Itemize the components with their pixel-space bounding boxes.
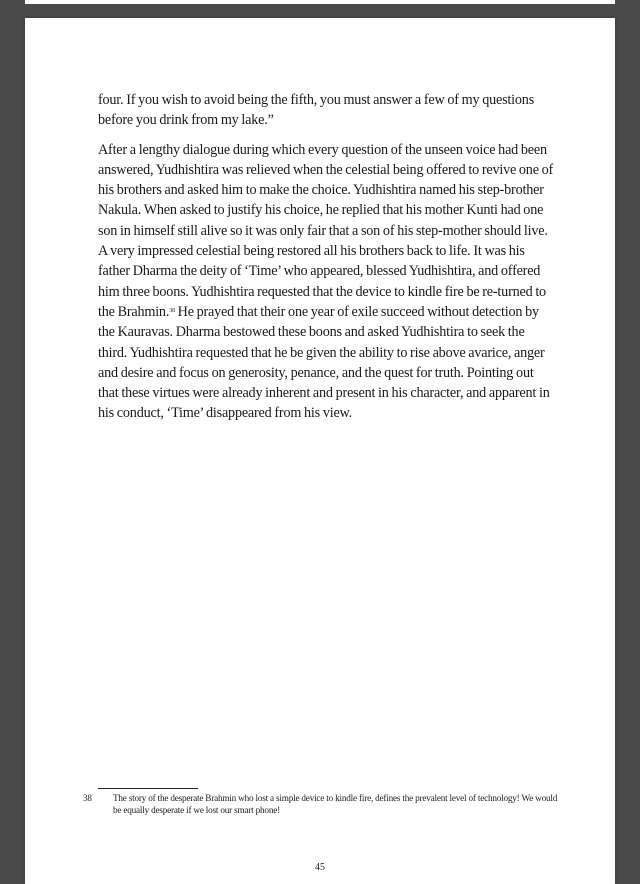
paragraph-2-continuation: He prayed that their one year of exile succeed without detection by the Kauravas. Dharma bestowed these boons and asked Yudhishtira to seek the third. Yudhishtira requested that he be given the ability to rise above avarice, anger and desire and focus on generosity, penance, and the quest for truth. Pointing out that these virtues were already inherent and present in his character, and apparent in his conduct, ‘Time’ disappeared from his view. [98,303,550,422]
footnote-divider [98,788,198,789]
paragraph-2-text: After a lengthy dialogue during which every question of the unseen voice had been answered, Yudhishtira was relieved when the celestial being offered to revive one of his brothers and asked him to make the choice. Yudhishtira named his step-brother Nakula. When asked to justify his choice, he replied that his mother Kunti had one son in himself still alive so it was only fair that a son of his step-mother should live. A very impressed celestial being restored all his brothers back to life. It was his father Dharma the deity of ‘Time’ who appeared, blessed Yudhishtira, and offered him three boons. Yudhishtira requested that the device to kindle fire be re-turned to the Brahmin. [98,141,554,320]
footnote-text: The story of the desperate Brahmin who lost a simple device to kindle fire, defines the prevalent level of technology! We would be equally desperate if we lost our smart phone! [113,793,558,815]
paragraph-2 [98,140,556,424]
footnote-body [83,792,558,816]
footnote-reference[interactable]: 38 [169,307,175,314]
previous-page-edge [25,0,615,4]
footnote-number: 38 [83,793,92,803]
document-page [25,18,615,884]
page-number: 45 [315,862,325,873]
body-text [98,90,556,424]
footnote [83,792,558,816]
paragraph-1: four. If you wish to avoid being the fifth, you must answer a few of my questions before you drink from my lake.” [98,92,535,129]
